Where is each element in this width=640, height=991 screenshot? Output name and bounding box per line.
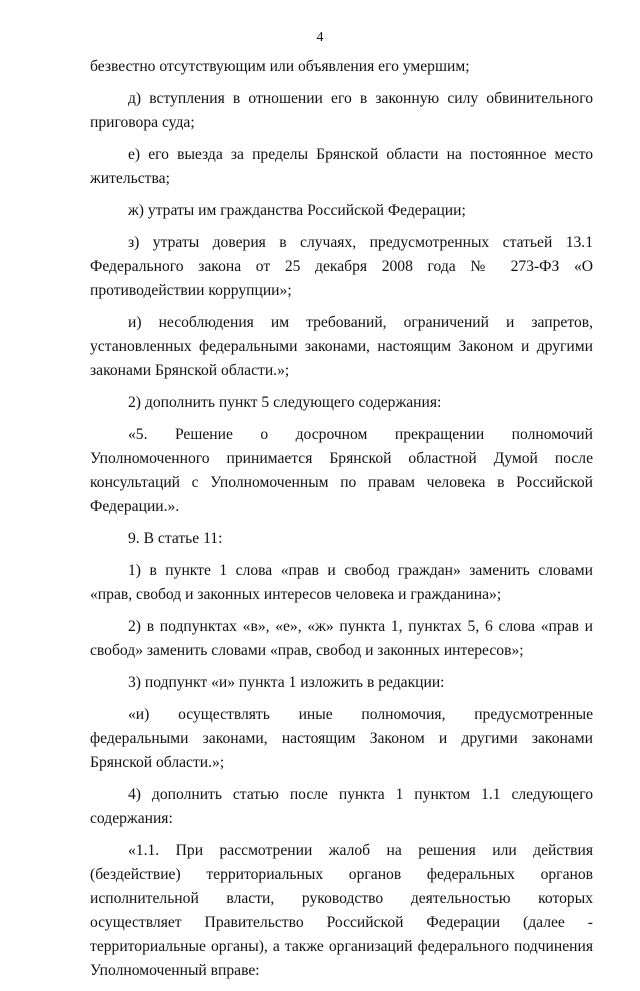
paragraph: «1.1. При рассмотрении жалоб на решения или действия (бездействие) территориальных органов федеральных органов исполнительной власти, руководство деятельностью которых осуществляет Правительство Российской Федерации (далее - территориальные органы), а также организаций федерального подчинения Уполномоченный вправе: xyxy=(90,842,593,979)
paragraph: 4) дополнить статью после пункта 1 пунктом 1.1 следующего содержания: xyxy=(90,786,593,827)
paragraph: безвестно отсутствующим или объявления его умершим; xyxy=(90,58,470,75)
paragraph: 3) подпункт «и» пункта 1 изложить в редакции: xyxy=(128,674,445,691)
paragraph: д) вступления в отношении его в законную силу обвинительного приговора суда; xyxy=(90,90,593,131)
paragraph: «5. Решение о досрочном прекращении полномочий Уполномоченного принимается Брянской областной Думой после консультаций с Уполномоченным по правам человека в Российской Федерации.». xyxy=(90,426,593,515)
paragraph: 2) в подпунктах «в», «е», «ж» пункта 1, пунктах 5, 6 слова «прав и свобод» заменить словами «прав, свобод и законных интересов»; xyxy=(90,618,593,659)
page-number: 4 xyxy=(316,30,324,45)
paragraph: 2) дополнить пункт 5 следующего содержания: xyxy=(128,394,442,411)
paragraph: з) утраты доверия в случаях, предусмотренных статьей 13.1 Федерального закона от 25 декабря 2008 года № 273-ФЗ «О противодействии коррупции»; xyxy=(90,234,593,299)
paragraph: ж) утраты им гражданства Российской Федерации; xyxy=(128,202,466,219)
paragraph: и) несоблюдения им требований, ограничений и запретов, установленных федеральными законами, настоящим Законом и другими законами Брянской области.»; xyxy=(90,314,593,379)
paragraph: 1) в пункте 1 слова «прав и свобод граждан» заменить словами «прав, свобод и законных интересов человека и гражданина»; xyxy=(90,562,593,603)
document-body xyxy=(90,55,593,991)
paragraph: «и) осуществлять иные полномочия, предусмотренные федеральными законами, настоящим Законом и другими законами Брянской области.»; xyxy=(90,706,593,771)
paragraph: е) его выезда за пределы Брянской области на постоянное место жительства; xyxy=(90,146,593,187)
paragraph: 9. В статье 11: xyxy=(128,530,223,547)
